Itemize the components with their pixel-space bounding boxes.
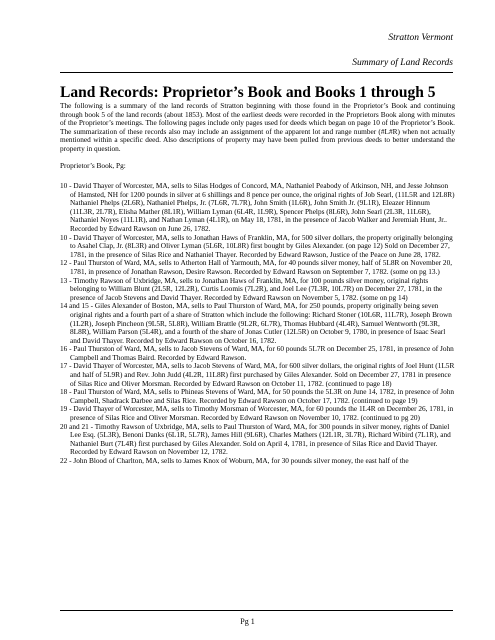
deed-entry: 18 - Paul Thurston of Ward, MA, sells to Phineas Stevens of Ward, MA, for 50 pounds the 5L3R on June 14, 1782, in presence of John Campbell, Shadrack Darbee and Silas Rice. Recorded by Edward Rawson on October 17, 1782. (continued to page 19) [60, 387, 455, 405]
deed-entry: 12 - Paul Thurston of Ward, MA, sells to Atherton Hall of Yarmouth, MA, for 40 pounds silver money, half of 5L8R on November 20, 1781, in presence of Jonathan Rawson, Desire Rawson. Recorded by Edward Rawson on September 7, 1782. (some on pg 13.) [60, 258, 453, 276]
page-title: Land Records: Proprietor’s Book and Books 1 through 5 [60, 84, 436, 101]
deed-entry: 14 and 15 - Giles Alexander of Boston, MA, sells to Paul Thurston of Ward, MA, for 250 pounds, property originally being seven original rights and a fourth part of a share of Stratton which include the following: Richard Stoner (10L6R, 11L7R), Joseph Brown (1L2R), Joseph Pincheon (9L5R, 5L8R), William Brattle (9L2R, 6L7R), Thomas Hubbard (4L4R), Samuel Wentworth (9L3R, 8L8R), William Parson (5L4R), and a fourth of the share of Jonas Cutler (12L5R) on October 9, 1780, in presence of Isaac Searl and David Thayer. Recorded by Edward Rawson on October 16, 1782. [60, 301, 452, 345]
page-number: Pg 1 [240, 617, 255, 626]
footer-divider [60, 610, 453, 611]
section-label: Proprietor’s Book, Pg: [60, 160, 126, 170]
deed-entry: 17 - David Thayer of Worcester, MA, sells to Jacob Stevens of Ward, MA, for 600 silver dollars, the original rights of Joel Hunt (1L5R and half of 5L9R) and Rev. John Judd (4L2R, 11L8R) first purchased by Giles Alexander. Sold on December 27, 1781 in presence of Silas Rice and Oliver Morsman. Recorded by Edward Rawson on October 11, 1782. (continued to page 18) [60, 361, 455, 388]
header-divider [60, 72, 453, 73]
deed-entry: 19 - David Thayer of Worcester, MA, sells to Timothy Morsman of Worcester, MA, for 60 pounds the 1L4R on December 26, 1781, in presence of Silas Rice and Oliver Morsman. Recorded by Edward Rawson on November 10, 1782. (continued to pg 20) [60, 404, 454, 423]
intro-section [60, 102, 455, 170]
deed-entry: 22 - John Blood of Charlton, MA, sells to James Knox of Woburn, MA, for 30 pounds silver money, the east half of the [60, 456, 409, 465]
deed-entry: 16 - Paul Thurston of Ward, MA, sells to Jacob Stevens of Ward, MA, for 60 pounds 5L7R on December 25, 1781, in presence of John Campbell and Thomas Baird. Recorded by Edward Rawson. [60, 344, 454, 362]
header-subtitle: Summary of Land Records [352, 58, 453, 68]
deed-entry: 10 - David Thayer of Worcester, MA, sells to Silas Hodges of Concord, MA, Nathaniel Peabody of Atkinson, NH, and Jesse Johnson of Hamsted, NH for 1200 pounds in silver at 6 shillings and 8 pence per ounce, the original rights of Job Searl, (11L5R and 12L8R) Nathaniel Phelps (2L6R), Nathaniel Phelps, Jr. (7L6R, 7L7R), John Smith (1L6R), John Smith Jr. (9L1R), Eleazer Hinnum (11L3R, 2L7R), Elisha Mather (8L1R), William Lyman (6L4R, 1L9R), Spencer Phelps (8L6R), John Searl (2L3R, 11L6R), Nathaniel Noyes (11L1R), and Nathan Lyman (4L1R), on May 18, 1781, in the presence of Jacob Walker and Jeremiah Hunt, Jr.. Recorded by Edward Rawson on June 26, 1782. [60, 181, 455, 233]
deed-entry: 13 - Timothy Rawson of Uxbridge, MA, sells to Jonathan Haws of Franklin, MA, for 100 pounds silver money, original rights belonging to William Blunt (2L5R, 12L2R), Curtis Loomis (7L2R), and Joel Lee (7L3R, 10L7R) on December 27, 1781, in the presence of Jacob Stevens and David Thayer. Recorded by Edward Rawson on November 5, 1782. (some on pg 14) [60, 275, 443, 302]
header-town: Stratton Vermont [388, 33, 453, 43]
deed-entry: 10 - David Thayer of Worcester, MA, sells to Jonathan Haws of Franklin, MA, for 500 silver dollars, the property originally belonging to Asahel Clap, Jr. (8L3R) and Oliver Lyman (5L6R, 10L8R) first bought by Giles Alexander. (on page 12) Sold on December 27, 1781, in the presence of Silas Rice and Nathaniel Thayer. Recorded by Edward Rawson, Justice of the Peace on June 28, 1782. [60, 232, 453, 259]
deed-entry: 20 and 21 - Timothy Rawson of Uxbridge, MA, sells to Paul Thurston of Ward, MA, for 300 pounds in silver money, rights of Daniel Lee Esq. (5L3R), Benoni Danks (6L1R, 5L7R), James Hill (9L6R), Charles Mathers (12L1R, 3L7R), Richard Wibird (7L1R), and Nathaniel Burt (7L4R) first purchased by Giles Alexander. Sold on April 4, 1781, in presence of Silas Rice and David Thayer. Recorded by Edward Rawson on November 12, 1782. [60, 421, 451, 457]
deed-entries [60, 182, 455, 466]
intro-paragraph: The following is a summary of the land records of Stratton beginning with those found in the Proprietor’s Book and continuing through book 5 of the land records (about 1853). Most of the earliest deeds were recorded in the Proprietors Book along with minutes of the Proprietor’s meetings. The following pages include only pages used for deeds which began on page 10 of the Proprietor’s Book. The summarization of these records also may include an assignment of the apparent lot and range number (#L#R) when not actually mentioned within a specific deed. Also descriptions of property may have been pulled from previous deeds to better understand the property in question. [60, 101, 455, 153]
